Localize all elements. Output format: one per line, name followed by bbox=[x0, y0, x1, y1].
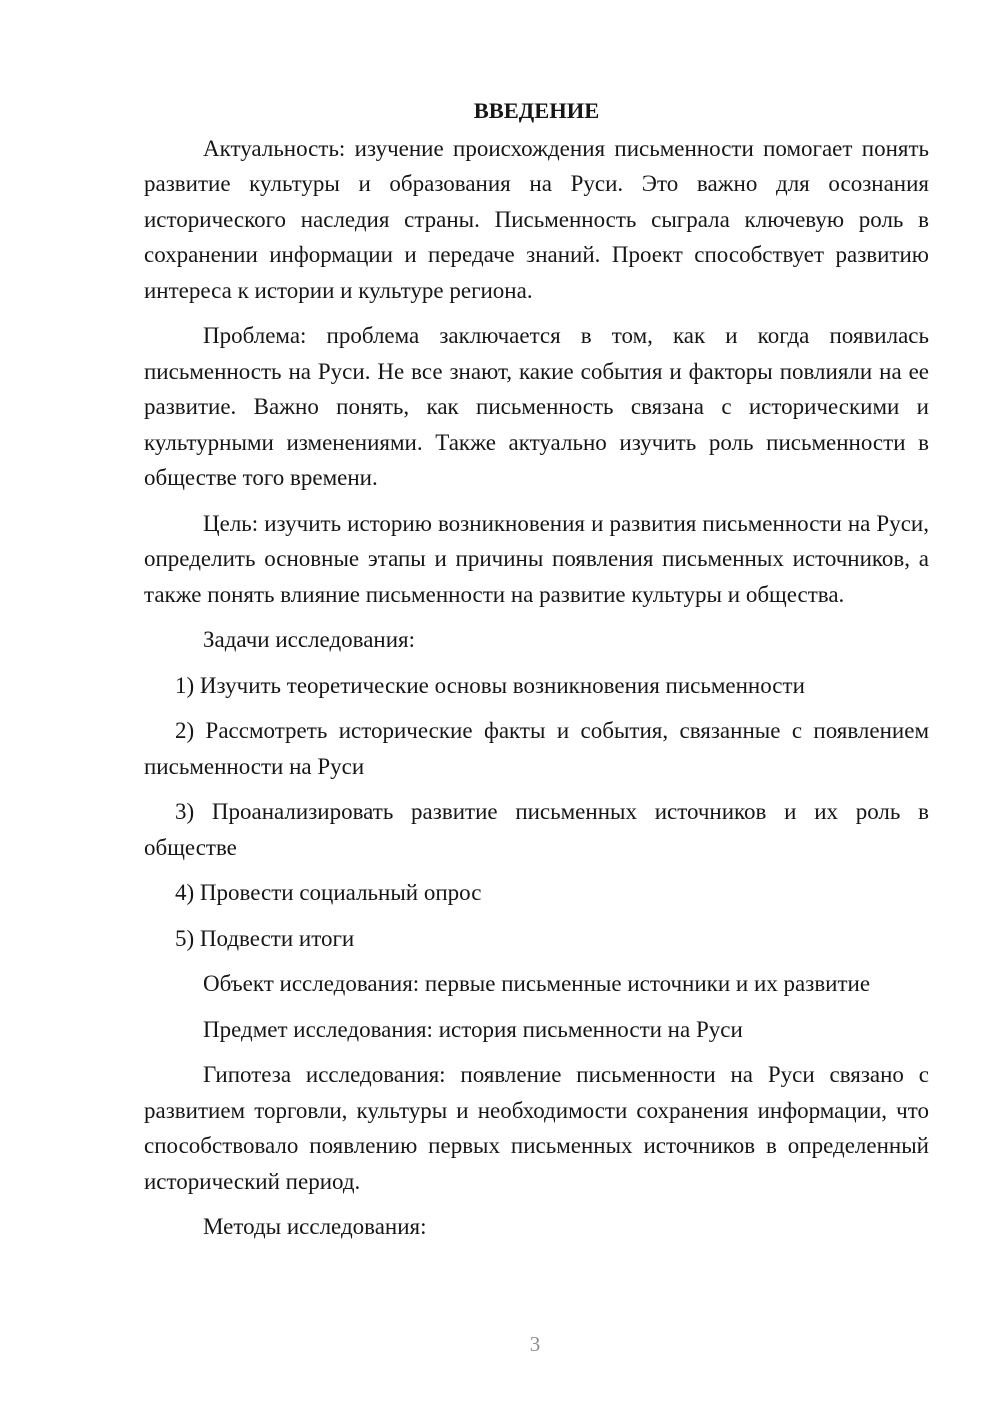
subject-paragraph: Предмет исследования: история письменности на Руси bbox=[203, 1016, 743, 1042]
task-item-5: 5) Подвести итоги bbox=[175, 925, 355, 951]
section-title: ВВЕДЕНИЕ bbox=[473, 98, 600, 123]
goal-paragraph: Цель: изучить историю возникновения и развития письменности на Руси, определить основные этапы и причины появления письменных источников, а также понять влияние письменности на развитие культуры и общества. bbox=[144, 510, 929, 607]
task-item-4: 4) Провести социальный опрос bbox=[175, 880, 482, 905]
tasks-heading: Задачи исследования: bbox=[203, 627, 416, 652]
object-paragraph: Объект исследования: первые письменные источники и их развитие bbox=[203, 971, 871, 996]
relevance-paragraph: Актуальность: изучение происхождения письменности помогает понять развитие культуры и образования на Руси. Это важно для осознания исторического наследия страны. Письменность сыграла ключевую роль в сохранении информации и передаче знаний. Проект способствует развитию интереса к истории и культуре региона. bbox=[144, 135, 929, 303]
document-page bbox=[144, 93, 929, 1255]
hypothesis-paragraph: Гипотеза исследования: появление письменности на Руси связано с развитием торговли, культуры и необходимости сохранения информации, что способствовало появлению первых письменных источников в определенный исторический период. bbox=[144, 1062, 929, 1194]
task-item-2: 2) Рассмотреть исторические факты и события, связанные с появлением письменности на Руси bbox=[144, 718, 929, 779]
task-item-3: 3) Проанализировать развитие письменных источников и их роль в обществе bbox=[144, 799, 929, 860]
task-item-1: 1) Изучить теоретические основы возникновения письменности bbox=[175, 672, 805, 698]
problem-paragraph: Проблема: проблема заключается в том, как и когда появилась письменность на Руси. Не все знают, какие события и факторы повлияли на ее развитие. Важно понять, как письменность связана с историческими и культурными изменениями. Также актуально изучить роль письменности в обществе того времени. bbox=[144, 323, 929, 490]
methods-heading: Методы исследования: bbox=[203, 1214, 427, 1239]
page-number: 3 bbox=[529, 1332, 541, 1356]
